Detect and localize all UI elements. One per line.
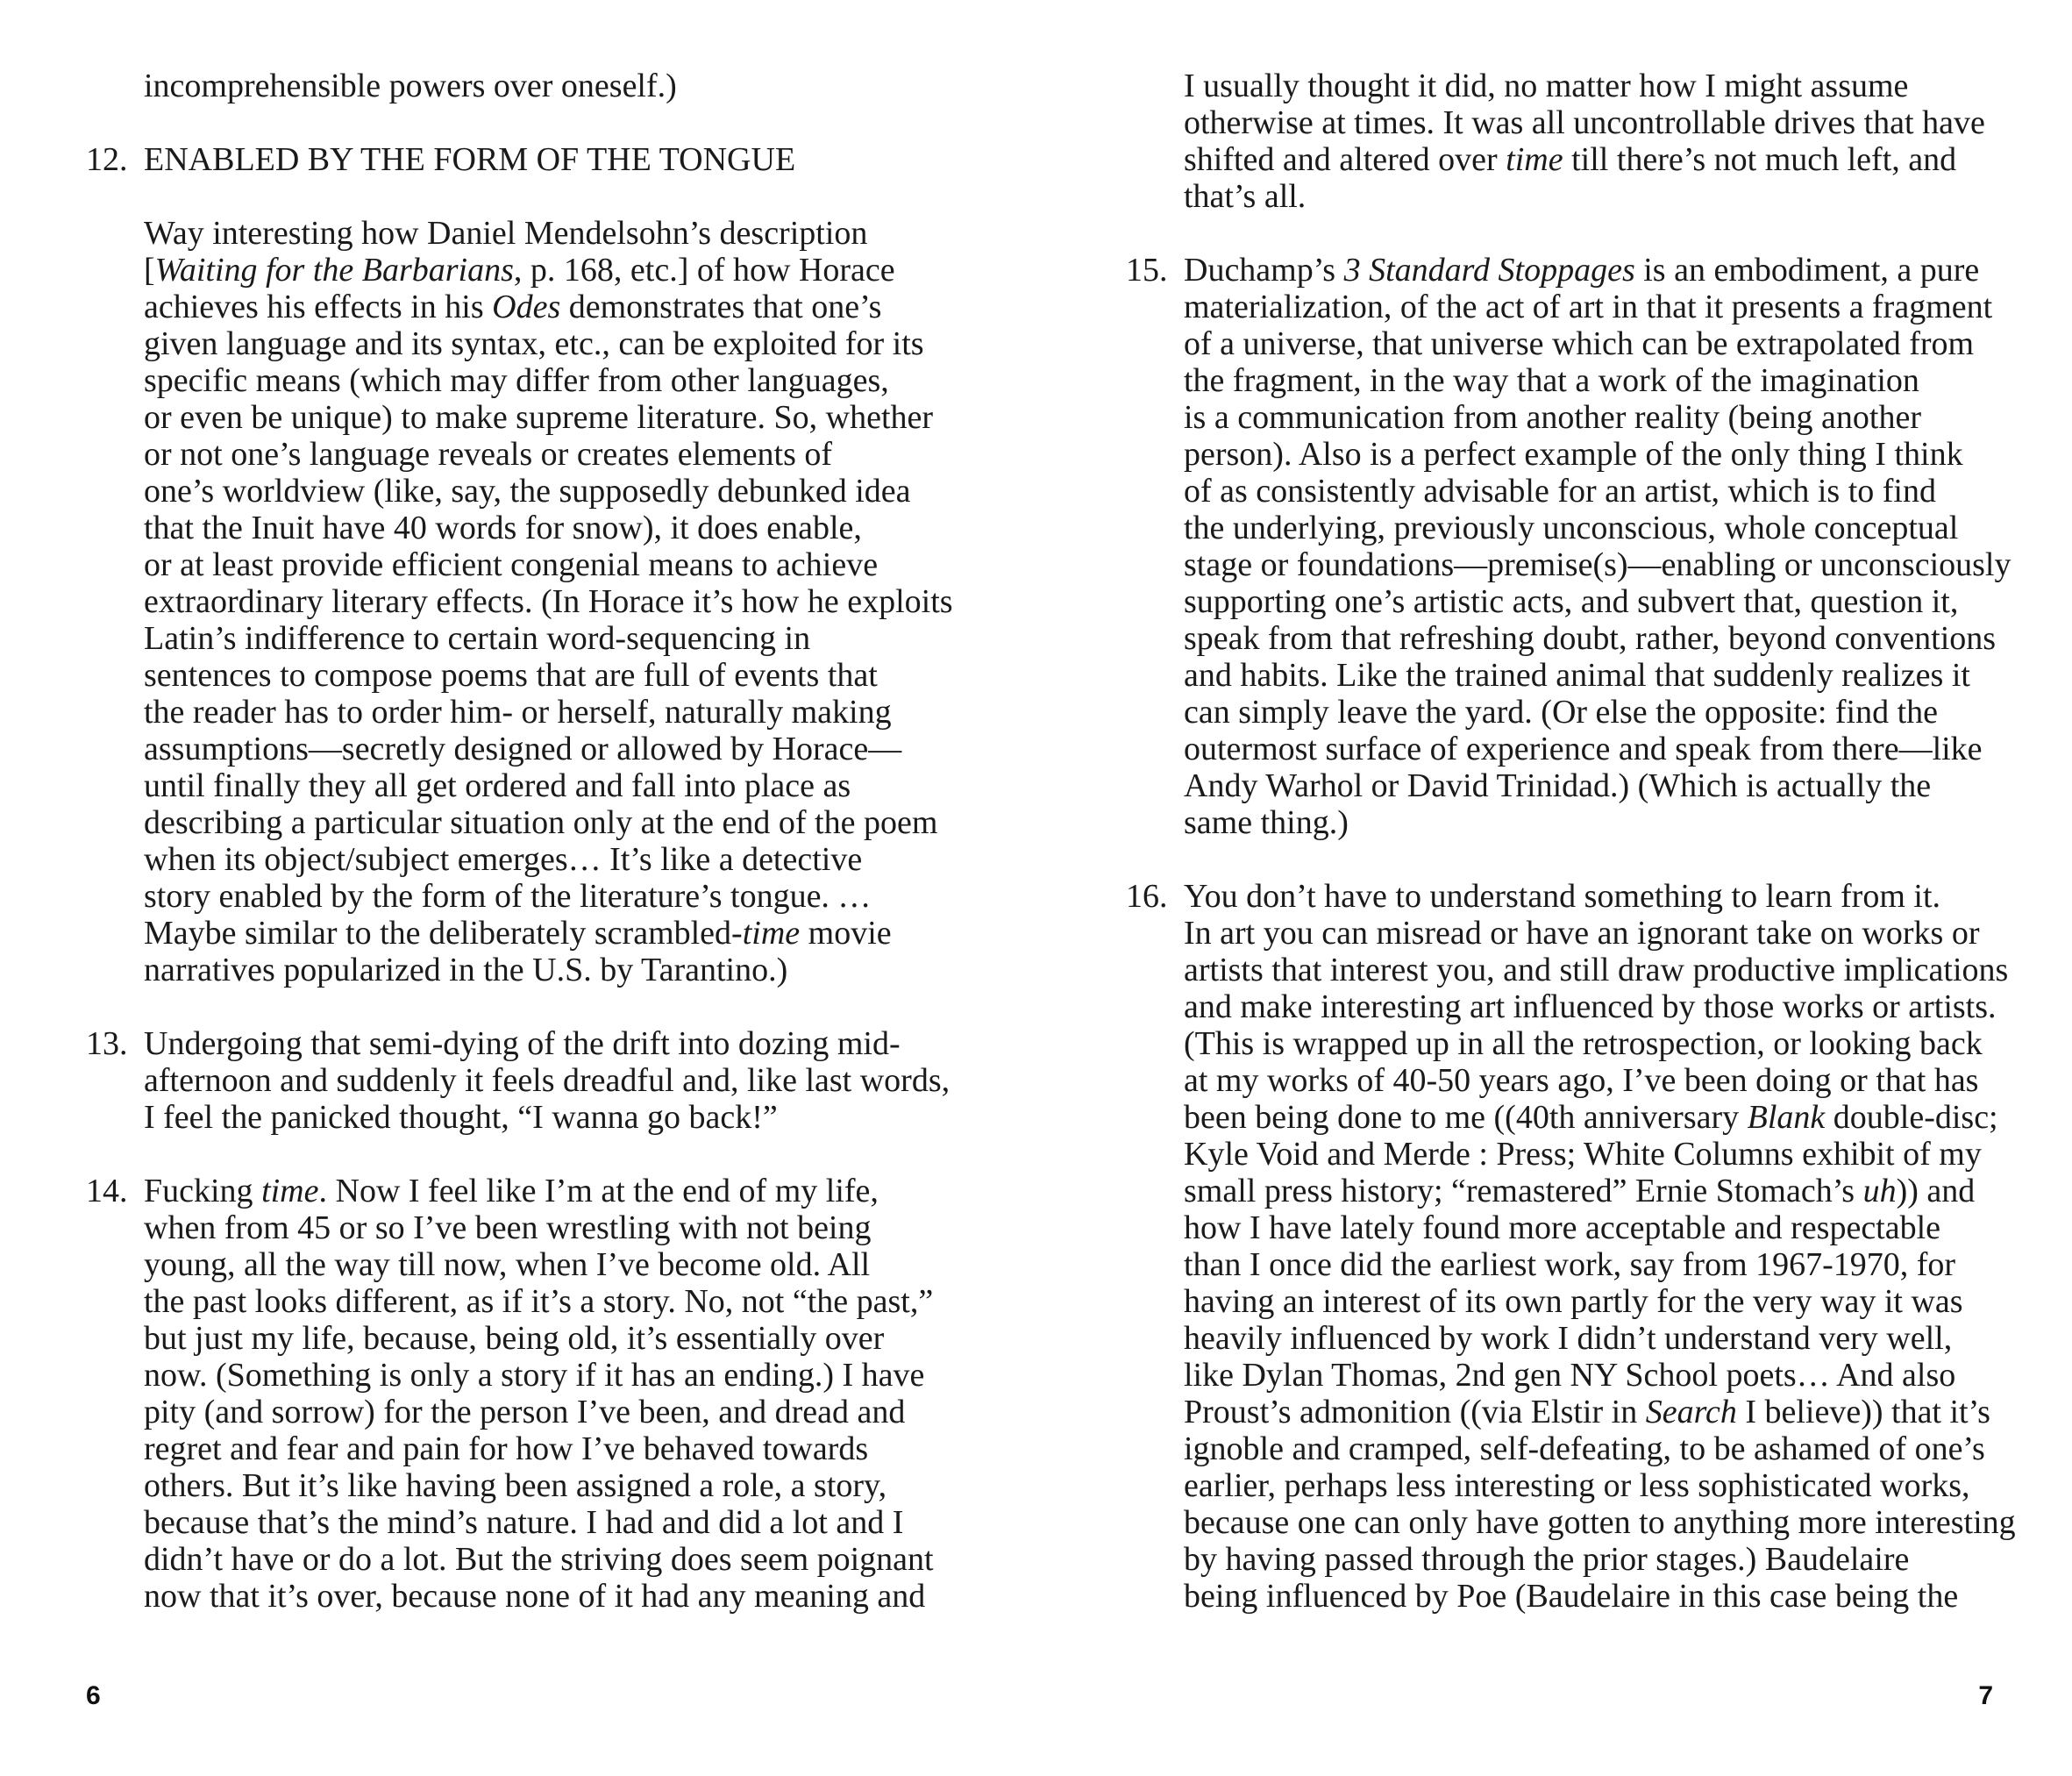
text-line: of as consistently advisable for an artist, which is to find	[1184, 473, 1936, 510]
entry-number: 15.	[1126, 252, 1168, 289]
right-page	[1036, 0, 2072, 1776]
text-line: Way interesting how Daniel Mendelsohn’s description	[144, 215, 868, 252]
text-line: but just my life, because, being old, it’s essentially over	[144, 1320, 885, 1357]
page-number: 7	[1978, 1681, 1993, 1710]
text-line: the reader has to order him- or herself, naturally making	[144, 694, 892, 731]
text-line: young, all the way till now, when I’ve become old. All	[144, 1246, 871, 1283]
text-line: I usually thought it did, no matter how I might assume	[1184, 68, 1909, 104]
text-line: being influenced by Poe (Baudelaire in this case being the	[1184, 1578, 1959, 1615]
text-line: story enabled by the form of the literature’s tongue. …	[144, 878, 872, 915]
entry-13	[86, 1025, 972, 1136]
text-line: sentences to compose poems that are full of events that	[144, 657, 878, 694]
text-line: [Waiting for the Barbarians, p. 168, etc.] of how Horace	[144, 252, 895, 289]
page-number: 6	[86, 1681, 101, 1710]
text-line: In art you can misread or have an ignorant take on works or	[1184, 915, 1980, 952]
text-line: now that it’s over, because none of it had any meaning and	[144, 1578, 926, 1615]
text-line: and make interesting art influenced by those works or artists.	[1184, 988, 1997, 1025]
text-line: one’s worldview (like, say, the supposedly debunked idea	[144, 473, 911, 510]
entry-16	[1126, 878, 2038, 1615]
entry-15	[1126, 252, 2038, 841]
text-line: the fragment, in the way that a work of the imagination	[1184, 362, 1919, 399]
text-line: now. (Something is only a story if it has an ending.) I have	[144, 1357, 925, 1394]
text-line: when from 45 or so I’ve been wrestling with not being	[144, 1209, 872, 1246]
text-line: shifted and altered over time till there’s not much left, and	[1184, 141, 1957, 178]
text-line: You don’t have to understand something to learn from it.	[1184, 878, 1940, 915]
text-line: Latin’s indifference to certain word-sequencing in	[144, 620, 811, 657]
text-line: didn’t have or do a lot. But the striving does seem poignant	[144, 1541, 934, 1578]
text-line: because that’s the mind’s nature. I had and did a lot and I	[144, 1504, 904, 1541]
text-line: like Dylan Thomas, 2nd gen NY School poets… And also	[1184, 1357, 1956, 1394]
text-line: Kyle Void and Merde : Press; White Columns exhibit of my	[1184, 1136, 1982, 1173]
text-line: stage or foundations—premise(s)—enabling or unconsciously	[1184, 546, 2011, 583]
text-line: Fucking time. Now I feel like I’m at the end of my life,	[144, 1173, 879, 1209]
text-line: can simply leave the yard. (Or else the opposite: find the	[1184, 694, 1939, 731]
text-line: that the Inuit have 40 words for snow), it does enable,	[144, 510, 862, 546]
text-line: that’s all.	[1184, 178, 1307, 215]
text-line: heavily influenced by work I didn’t understand very well,	[1184, 1320, 1953, 1357]
text-line: (This is wrapped up in all the retrospection, or looking back	[1184, 1025, 1983, 1062]
entry-12	[86, 141, 972, 988]
text-line: I feel the panicked thought, “I wanna go back!”	[144, 1099, 778, 1136]
text-line: narratives popularized in the U.S. by Tarantino.)	[144, 952, 788, 988]
text-line: incomprehensible powers over oneself.)	[144, 68, 677, 104]
text-line: others. But it’s like having been assigned a role, a story,	[144, 1467, 887, 1504]
text-line: assumptions—secretly designed or allowed by Horace—	[144, 731, 902, 767]
entry-number: 13.	[86, 1025, 128, 1062]
text-line: small press history; “remastered” Ernie Stomach’s uh)) and	[1184, 1173, 1976, 1209]
text-line: artists that interest you, and still draw productive implications	[1184, 952, 2009, 988]
text-line: when its object/subject emerges… It’s like a detective	[144, 841, 863, 878]
text-line: or not one’s language reveals or creates elements of	[144, 436, 833, 473]
text-line: at my works of 40-50 years ago, I’ve been doing or that has	[1184, 1062, 1979, 1099]
text-line: Proust’s admonition ((via Elstir in Search I believe)) that it’s	[1184, 1394, 1990, 1430]
text-line: speak from that refreshing doubt, rather, beyond conventions	[1184, 620, 1997, 657]
entry-number: 12.	[86, 141, 128, 178]
text-line: Andy Warhol or David Trinidad.) (Which is actually the	[1184, 767, 1932, 804]
text-line: or at least provide efficient congenial means to achieve	[144, 546, 879, 583]
text-line: supporting one’s artistic acts, and subvert that, question it,	[1184, 583, 1959, 620]
text-line: achieves his effects in his Odes demonstrates that one’s	[144, 289, 882, 325]
text-line: regret and fear and pain for how I’ve behaved towards	[144, 1430, 869, 1467]
text-line: by having passed through the prior stages.) Baudelaire	[1184, 1541, 1910, 1578]
text-line: or even be unique) to make supreme literature. So, whether	[144, 399, 934, 436]
text-line: is a communication from another reality (being another	[1184, 399, 1921, 436]
text-line: because one can only have gotten to anything more interesting	[1184, 1504, 2016, 1541]
text-line: pity (and sorrow) for the person I’ve been, and dread and	[144, 1394, 906, 1430]
right-text-column	[1126, 68, 2038, 1615]
text-line: extraordinary literary effects. (In Horace it’s how he exploits	[144, 583, 953, 620]
text-line: having an interest of its own partly for the very way it was	[1184, 1283, 1963, 1320]
text-line: earlier, perhaps less interesting or less sophisticated works,	[1184, 1467, 1970, 1504]
text-line: Undergoing that semi-dying of the drift into dozing mid-	[144, 1025, 901, 1062]
entry-14	[86, 1173, 972, 1615]
continuation-text	[144, 68, 972, 104]
entry-number: 14.	[86, 1173, 128, 1209]
text-line: person). Also is a perfect example of the only thing I think	[1184, 436, 1963, 473]
text-line: the past looks different, as if it’s a story. No, not “the past,”	[144, 1283, 934, 1320]
text-line: otherwise at times. It was all uncontrollable drives that have	[1184, 104, 1985, 141]
continuation-text	[1184, 68, 2038, 215]
text-line: and habits. Like the trained animal that suddenly realizes it	[1184, 657, 1970, 694]
text-line: describing a particular situation only at the end of the poem	[144, 804, 938, 841]
text-line: materialization, of the act of art in that it presents a fragment	[1184, 289, 1993, 325]
text-line: of a universe, that universe which can be extrapolated from	[1184, 325, 1975, 362]
left-text-column	[86, 68, 972, 1615]
text-line: specific means (which may differ from other languages,	[144, 362, 889, 399]
text-line: Duchamp’s 3 Standard Stoppages is an embodiment, a pure	[1184, 252, 1980, 289]
text-line: the underlying, previously unconscious, whole conceptual	[1184, 510, 1959, 546]
text-line: been being done to me ((40th anniversary Blank double-disc;	[1184, 1099, 1998, 1136]
text-line: Maybe similar to the deliberately scrambled-time movie	[144, 915, 892, 952]
text-line: afternoon and suddenly it feels dreadful and, like last words,	[144, 1062, 951, 1099]
text-line: how I have lately found more acceptable and respectable	[1184, 1209, 1941, 1246]
text-line: than I once did the earliest work, say from 1967-1970, for	[1184, 1246, 1956, 1283]
text-line: same thing.)	[1184, 804, 1349, 841]
text-line: given language and its syntax, etc., can be exploited for its	[144, 325, 924, 362]
text-line: until finally they all get ordered and fall into place as	[144, 767, 851, 804]
text-line: ignoble and cramped, self-defeating, to be ashamed of one’s	[1184, 1430, 1985, 1467]
entry-number: 16.	[1126, 878, 1168, 915]
entry-heading: ENABLED BY THE FORM OF THE TONGUE	[144, 141, 796, 178]
text-line: outermost surface of experience and speak from there—like	[1184, 731, 1983, 767]
